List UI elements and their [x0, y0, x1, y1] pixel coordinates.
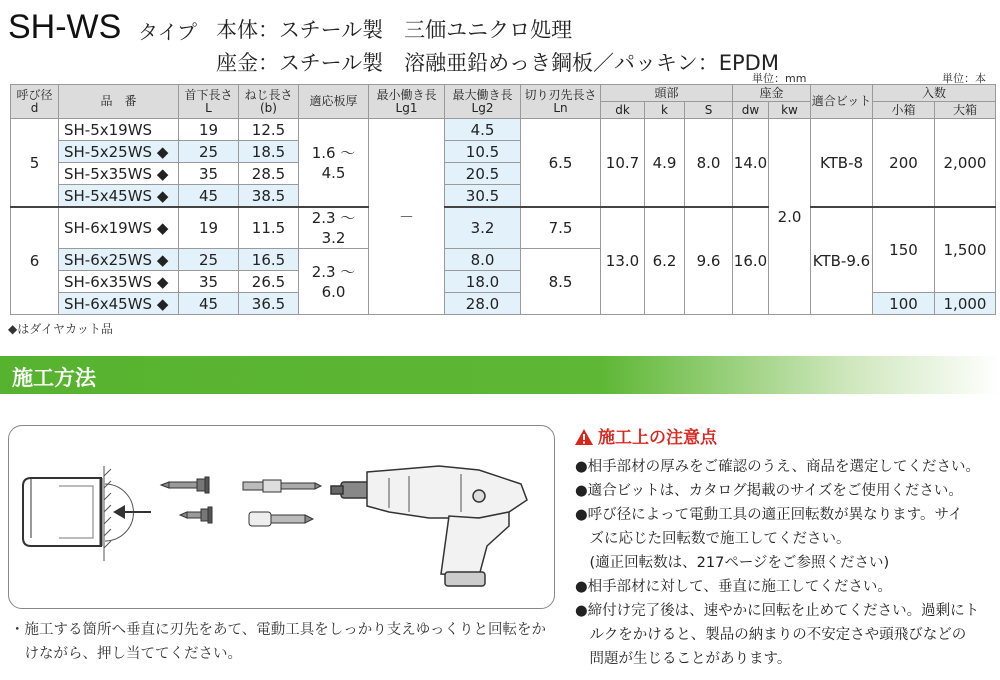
header-nominal: 呼び径 d — [11, 85, 59, 119]
cell-ln6b: 8.5 — [521, 249, 601, 315]
model-suffix: タイプ — [138, 20, 197, 44]
cell-product: SH-5x45WS ◆ — [59, 185, 179, 208]
cell-b: 26.5 — [239, 271, 299, 293]
cell-dw6: 16.0 — [733, 207, 769, 315]
warning-icon — [574, 428, 594, 446]
short-screw-icon — [180, 507, 212, 523]
cell-L: 35 — [179, 163, 239, 185]
cell-product: SH-6x45WS ◆ — [59, 293, 179, 315]
spec-line-washer: 座金：スチール製 溶融亜鉛めっき鋼板／パッキン：EPDM — [216, 51, 779, 75]
cell-product: SH-6x35WS ◆ — [59, 271, 179, 293]
caution-list — [575, 455, 1000, 671]
installation-diagram — [9, 426, 554, 608]
cell-lg2: 10.5 — [445, 141, 521, 163]
cell-lg2: 18.0 — [445, 271, 521, 293]
cell-large6: 1,500 — [935, 207, 996, 293]
instruction-line: けながら、押し当ててください。 — [10, 646, 242, 662]
caution-title: 施工上の注意点 — [598, 428, 717, 448]
spec-line-body: 本体：スチール製 三価ユニクロ処理 — [216, 18, 573, 42]
cell-dk5: 10.7 — [601, 119, 645, 208]
spec-table — [10, 84, 996, 315]
cell-b: 38.5 — [239, 185, 299, 208]
installation-illustration — [8, 425, 555, 609]
cell-ln5: 6.5 — [521, 119, 601, 208]
cell-b: 11.5 — [239, 207, 299, 249]
cell-L: 25 — [179, 249, 239, 271]
cell-b: 12.5 — [239, 119, 299, 141]
installation-instruction — [10, 618, 555, 666]
unit-mm-label: 単位：mm — [752, 72, 807, 85]
caution-item: ●適合ビットは、カタログ掲載のサイズをご使用ください。 — [575, 483, 963, 499]
cell-lg2: 20.5 — [445, 163, 521, 185]
cell-dk6: 13.0 — [601, 207, 645, 315]
caution-item: ルクをかけると、製品の納まりの不安定さや頭飛びなどの — [575, 627, 967, 643]
caution-item: ●呼び径によって電動工具の適正回転数が異なります。サイ — [575, 507, 963, 523]
cell-dw5: 14.0 — [733, 119, 769, 208]
cell-product: SH-5x35WS ◆ — [59, 163, 179, 185]
header-kw: kw — [769, 102, 811, 119]
cell-large6b: 1,000 — [935, 293, 996, 315]
cell-L: 45 — [179, 185, 239, 208]
power-drill-icon — [331, 466, 527, 586]
cell-small6: 150 — [873, 207, 935, 293]
header-max-grip: 最大働き長 Lg2 — [445, 85, 521, 119]
unit-pcs-label: 単位：本 — [942, 72, 986, 85]
cell-plate6a: 2.3 ～ 3.2 — [299, 207, 369, 249]
cell-product: SH-5x19WS — [59, 119, 179, 141]
table-row — [11, 119, 996, 141]
cell-d5: 5 — [11, 119, 59, 208]
cell-k6: 6.2 — [645, 207, 685, 315]
header-k: k — [645, 102, 685, 119]
caution-item: 問題が生じることがあります。 — [575, 651, 792, 667]
header-thread: ねじ長さ (b) — [239, 85, 299, 119]
header-dk: dk — [601, 102, 645, 119]
cell-lg2: 3.2 — [445, 207, 521, 249]
cell-product: SH-6x19WS ◆ — [59, 207, 179, 249]
socket-bit-icon — [249, 512, 313, 526]
cell-L: 45 — [179, 293, 239, 315]
header-s: S — [685, 102, 733, 119]
header-drill: 切り刃先長さ Ln — [521, 85, 601, 119]
instruction-line: ・施工する箇所へ垂直に刃先をあて、電動工具をしっかり支えゆっくりと回転をか — [10, 622, 547, 638]
arrow-icon — [113, 505, 151, 519]
screw-icon — [161, 477, 209, 493]
cell-plate5: 1.6 ～ 4.5 — [299, 119, 369, 208]
table-row — [11, 207, 996, 249]
header-large-box: 大箱 — [935, 102, 996, 119]
c-channel-icon — [23, 478, 101, 546]
cell-lg2: 8.0 — [445, 249, 521, 271]
cell-L: 19 — [179, 207, 239, 249]
header-washer: 座金 — [733, 85, 811, 102]
cell-lg1: － — [369, 119, 445, 315]
cell-b: 16.5 — [239, 249, 299, 271]
header-head: 頭部 — [601, 85, 733, 102]
section-title: 施工方法 — [12, 366, 96, 390]
caution-item: ●相手部材に対して、垂直に施工してください。 — [575, 579, 892, 595]
cell-b: 36.5 — [239, 293, 299, 315]
cell-L: 25 — [179, 141, 239, 163]
cell-bit5: KTB-8 — [811, 119, 873, 208]
caution-item: (適正回転数は、217ページをご参照ください) — [575, 555, 890, 571]
header-bit: 適合ビット — [811, 85, 873, 119]
cell-s6: 9.6 — [685, 207, 733, 315]
cell-plate6b: 2.3 ～ 6.0 — [299, 249, 369, 315]
cell-L: 19 — [179, 119, 239, 141]
caution-heading — [574, 423, 717, 448]
header-product: 品 番 — [59, 85, 179, 119]
model-name: SH-WS — [8, 8, 122, 46]
cell-k5: 4.9 — [645, 119, 685, 208]
header-qty: 入数 — [873, 85, 996, 102]
cell-large5: 2,000 — [935, 119, 996, 208]
cell-b: 18.5 — [239, 141, 299, 163]
cell-L: 35 — [179, 271, 239, 293]
header-small-box: 小箱 — [873, 102, 935, 119]
cell-lg2: 30.5 — [445, 185, 521, 208]
cell-lg2: 4.5 — [445, 119, 521, 141]
cell-small5: 200 — [873, 119, 935, 208]
header-min-grip: 最小働き長 Lg1 — [369, 85, 445, 119]
caution-item: ●締付け完了後は、速やかに回転を止めてください。過剰にト — [575, 603, 980, 619]
cell-small6b: 100 — [873, 293, 935, 315]
header-dw: dw — [733, 102, 769, 119]
section-banner — [0, 356, 1000, 394]
cell-lg2: 28.0 — [445, 293, 521, 315]
header-plate: 適応板厚 — [299, 85, 369, 119]
caution-item: ●相手部材の厚みをご確認のうえ、商品を選定してください。 — [575, 459, 981, 475]
cell-product: SH-6x25WS ◆ — [59, 249, 179, 271]
cell-ln6a: 7.5 — [521, 207, 601, 249]
header — [8, 4, 998, 74]
diamond-cut-note: ◆はダイヤカット品 — [8, 322, 113, 336]
caution-item: ズに応じた回転数で施工してください。 — [575, 531, 851, 547]
cell-b: 28.5 — [239, 163, 299, 185]
cell-bit6: KTB-9.6 — [811, 207, 873, 315]
header-under-head: 首下長さ L — [179, 85, 239, 119]
cell-product: SH-5x25WS ◆ — [59, 141, 179, 163]
cell-kw: 2.0 — [769, 119, 811, 315]
table-header-row — [11, 85, 996, 102]
drive-bit-icon — [243, 480, 321, 492]
cell-d6: 6 — [11, 207, 59, 315]
cell-s5: 8.0 — [685, 119, 733, 208]
